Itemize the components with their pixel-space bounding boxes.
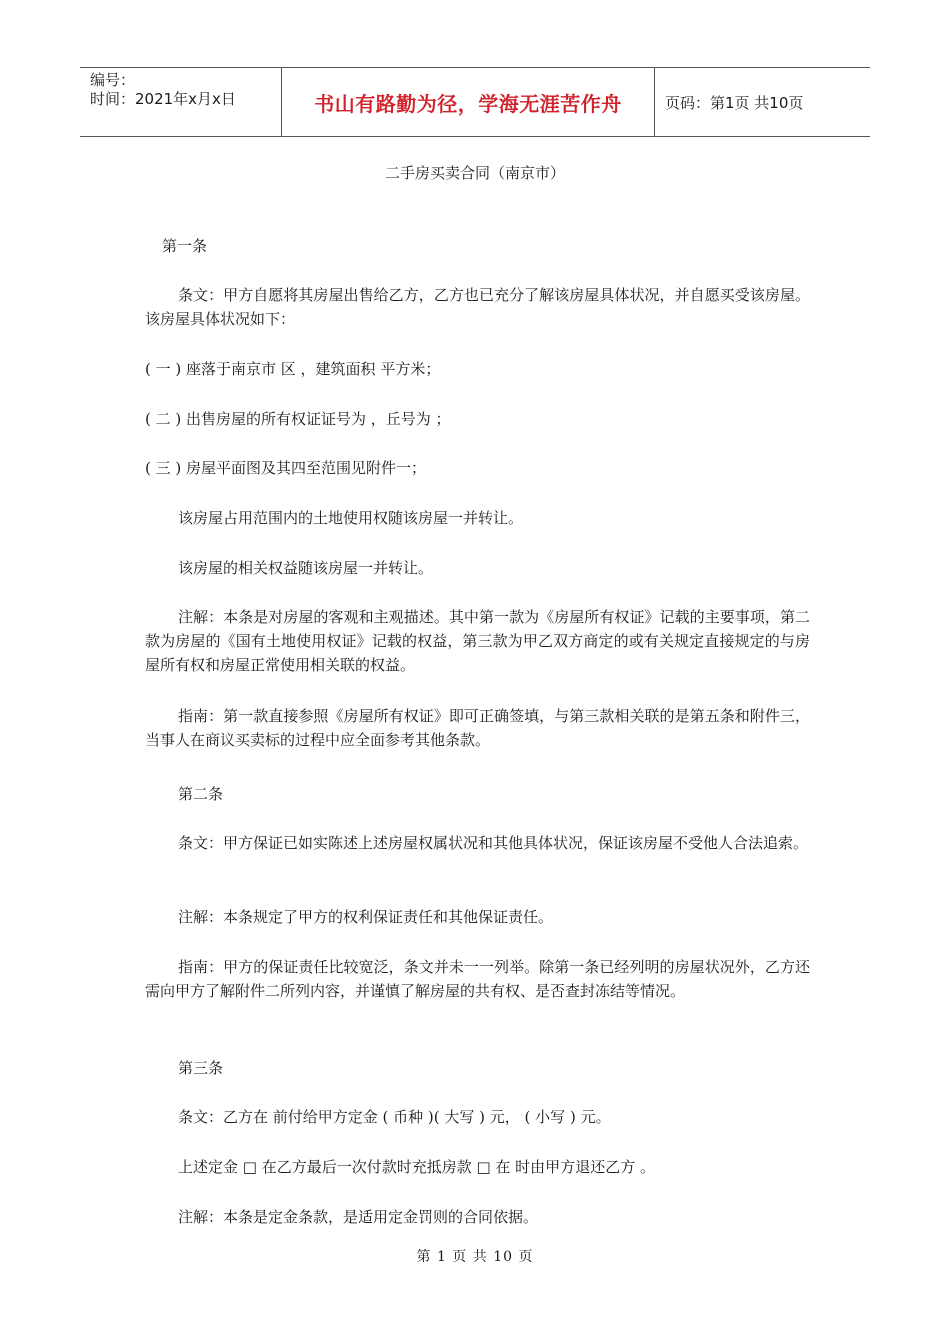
article-1-item-2: ( 二 ) 出售房屋的所有权证证号为 ，丘号为 ；: [145, 410, 451, 428]
article-3-note: 注解：本条是定金条款，是适用定金罚则的合同依据。: [178, 1208, 539, 1226]
article-1-related-rights: 该房屋的相关权益随该房屋一并转让。: [178, 559, 434, 577]
header-motto: 书山有路勤为径，学海无涯苦作舟: [281, 68, 655, 136]
article-3-clause: 条文：乙方在 前付给甲方定金 ( 币种 )( 大写 ) 元， ( 小写 ) 元。: [178, 1108, 611, 1126]
article-2-note: 注解：本条规定了甲方的权利保证责任和其他保证责任。: [178, 908, 554, 926]
document-number-label: 编号：: [90, 71, 136, 89]
article-3-heading: 第三条: [178, 1059, 224, 1077]
header-meta: [80, 68, 281, 136]
article-1-heading: 第一条: [162, 237, 208, 255]
article-2-guide: 指南：甲方的保证责任比较宽泛，条文并未一一列举。除第一条已经列明的房屋状况外，乙方还需向甲方了解附件二所列内容，并谨慎了解房屋的共有权、是否查封冻结等情况。: [145, 958, 810, 1000]
header-page-info: 页码：第1页 共10页: [665, 93, 804, 112]
article-1-clause: 条文：甲方自愿将其房屋出售给乙方，乙方也已充分了解该房屋具体状况，并自愿买受该房屋。该房屋具体状况如下：: [145, 286, 810, 328]
document-date-label: 时间：2021年x月x日: [90, 90, 236, 108]
article-1-item-1: ( 一 ) 座落于南京市 区 ，建筑面积 平方米；: [145, 360, 441, 378]
header-table: [80, 67, 870, 137]
article-1-guide: 指南：第一款直接参照《房屋所有权证》即可正确签填，与第三款相关联的是第五条和附件三，当事人在商议买卖标的过程中应全面参考其他条款。: [145, 707, 810, 749]
article-1-land-right: 该房屋占用范围内的土地使用权随该房屋一并转让。: [178, 509, 524, 527]
document-title: 二手房买卖合同（南京市）: [384, 164, 565, 182]
article-2-heading: 第二条: [178, 785, 224, 803]
page-footer: 第 1 页 共 10 页: [416, 1249, 534, 1265]
article-1-item-3: ( 三 ) 房屋平面图及其四至范围见附件一；: [145, 459, 427, 477]
article-3-deposit-options: 上述定金 □ 在乙方最后一次付款时充抵房款 □ 在 时由甲方退还乙方 。: [178, 1158, 655, 1176]
article-1-note: 注解：本条是对房屋的客观和主观描述。其中第一款为《房屋所有权证》记载的主要事项，第二款为房屋的《国有土地使用权证》记载的权益，第三款为甲乙双方商定的或有关规定直接规定的与房屋所有权和房屋正常使用相关联的权益。: [145, 608, 810, 674]
article-2-clause: 条文：甲方保证已如实陈述上述房屋权属状况和其他具体状况，保证该房屋不受他人合法追索。: [178, 834, 809, 852]
